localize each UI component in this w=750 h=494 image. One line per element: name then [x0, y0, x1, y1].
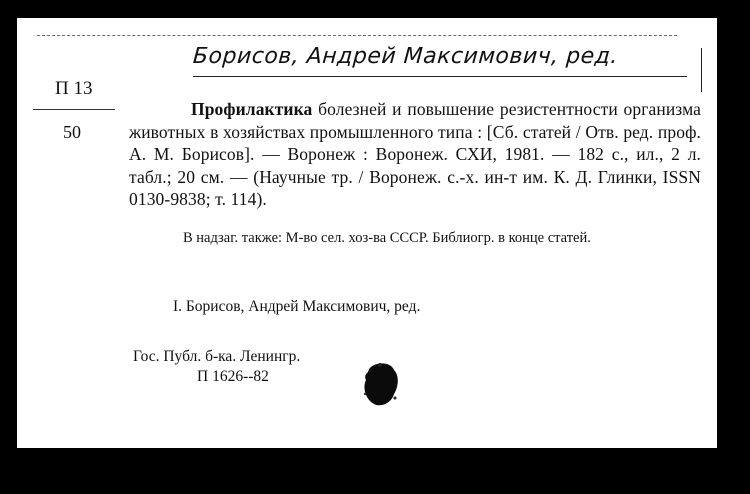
holder-library: Гос. Публ. б-ка. Ленингр.: [133, 348, 301, 365]
handwritten-heading: Борисов, Андрей Максимович, ред.: [192, 44, 619, 69]
heading-tick: [701, 48, 702, 92]
shelf-mark: П 13: [55, 78, 93, 99]
bibliographic-description: [129, 98, 701, 211]
tracing-entry: I. Борисов, Андрей Максимович, ред.: [173, 298, 421, 315]
description-rest: болезней и повышение резистентности организма животных в хозяйствах промышленного типа : [Сб. статей / Отв. ред. проф. А. М. Борисов]. — Воронеж : Воронеж. СХИ, 1981. — 182 с., ил., 2 л. табл.; 20 см. — (Научные тр. / Воронеж. с.-х. ин-т им. К. Д. Глинки, ISSN 0130-9838; т. 114).: [129, 99, 701, 209]
heading-underline: [193, 76, 687, 77]
title-main-word: Профилактика: [191, 99, 313, 119]
shelf-number: 50: [63, 122, 81, 142]
catalog-card: [17, 18, 717, 448]
top-dashed-rule: [37, 35, 677, 36]
shelf-divider: [33, 109, 115, 110]
note: В надзаг. также: М-во сел. хоз-ва СССР. Библиогр. в конце статей.: [183, 230, 591, 246]
holder-number: П 1626--82: [197, 368, 269, 385]
ink-stamp-icon: [360, 358, 402, 410]
